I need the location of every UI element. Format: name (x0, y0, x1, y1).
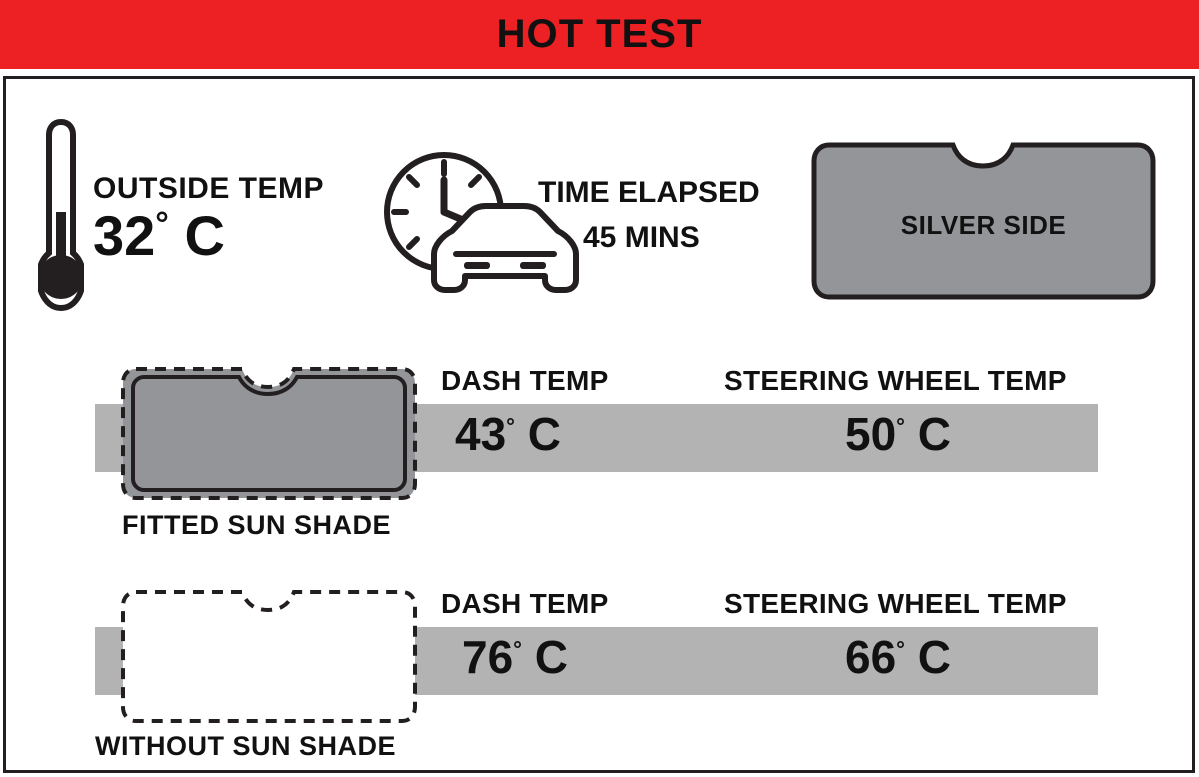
row-1-dash-number: 43 (455, 408, 507, 460)
row-1-steering-value (845, 407, 951, 461)
time-elapsed-label: TIME ELAPSED (538, 176, 760, 209)
outside-temp-label: OUTSIDE TEMP (93, 172, 325, 205)
thermometer-icon (38, 117, 84, 312)
row-2-caption: WITHOUT SUN SHADE (95, 731, 396, 761)
outside-temp-number: 32 (93, 204, 156, 267)
degree-symbol: ° (155, 205, 169, 244)
row-2-steering-label: STEERING WHEEL TEMP (724, 588, 1067, 619)
row-2-steering-number: 66 (845, 631, 897, 683)
row-1-dash-label: DASH TEMP (441, 365, 609, 396)
outside-temp-unit: C (184, 204, 225, 267)
row-1-dash-value (455, 407, 561, 461)
no-sunshade-graphic (120, 589, 418, 724)
row-2-dash-label: DASH TEMP (441, 588, 609, 619)
row-2-steering-unit: C (917, 631, 951, 683)
time-elapsed-value: 45 MINS (583, 221, 700, 254)
row-2-dash-unit: C (534, 631, 568, 683)
row-1-steering-unit: C (917, 408, 951, 460)
degree-symbol: ° (896, 636, 905, 662)
fitted-sunshade-graphic (120, 366, 418, 501)
page-title: HOT TEST (496, 12, 703, 56)
row-1-steering-label: STEERING WHEEL TEMP (724, 365, 1067, 396)
outside-temp-value (93, 203, 225, 268)
row-2-steering-value (845, 630, 951, 684)
row-1-steering-number: 50 (845, 408, 897, 460)
row-2-dash-value (462, 630, 568, 684)
row-1-dash-unit: C (527, 408, 561, 460)
silver-side-label: SILVER SIDE (900, 210, 1067, 240)
row-2-dash-number: 76 (462, 631, 514, 683)
degree-symbol: ° (513, 636, 522, 662)
degree-symbol: ° (896, 413, 905, 439)
clock-car-icon (372, 150, 587, 308)
header-bar (0, 0, 1199, 69)
degree-symbol: ° (506, 413, 515, 439)
row-1-caption: FITTED SUN SHADE (122, 510, 392, 540)
